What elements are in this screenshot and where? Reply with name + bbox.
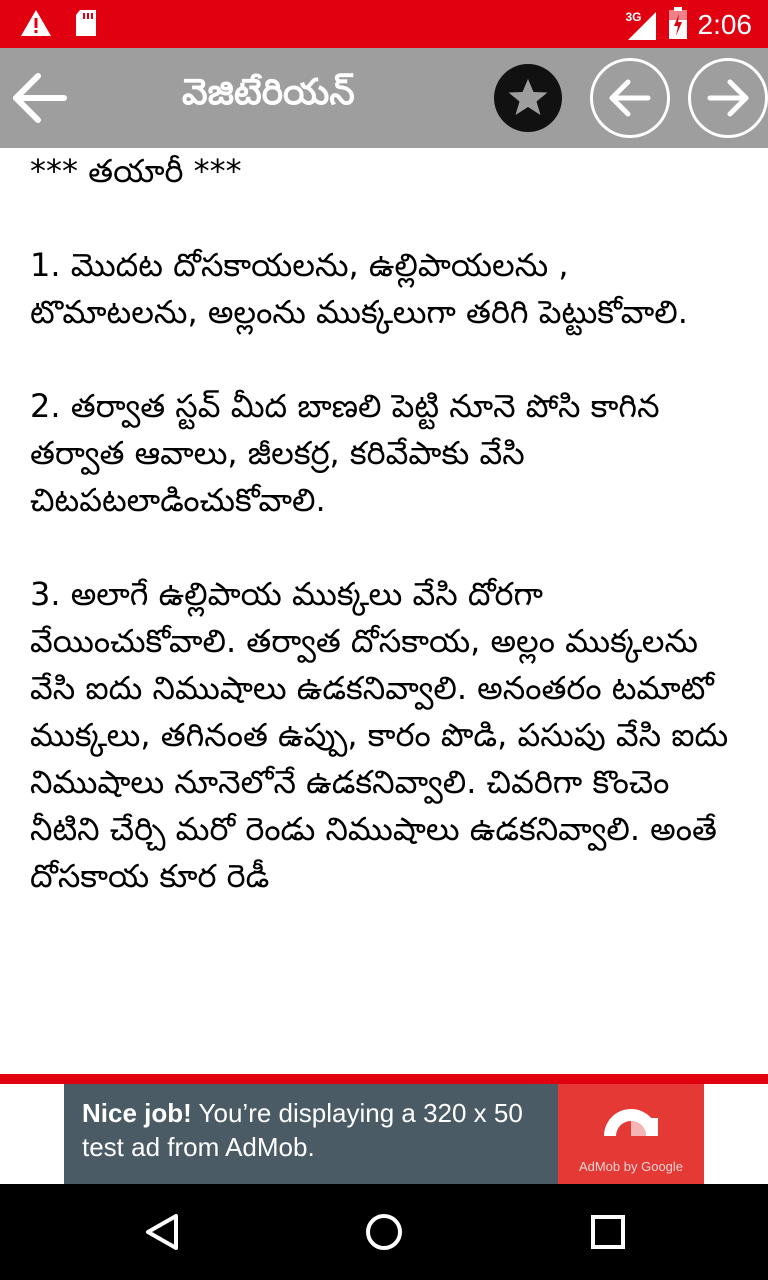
arrow-left-icon [10, 70, 70, 126]
back-button[interactable] [10, 70, 70, 126]
ad-text-bold: Nice job! [82, 1098, 192, 1128]
warning-icon [20, 8, 52, 42]
favorite-button[interactable] [494, 64, 562, 132]
arrow-right-circle-icon [706, 78, 750, 118]
step-1: 1. మొదట దోసకాయలను, ఉల్లిపాయలను , టొమాటలను, అల్లంను ముక్కలుగా తరిగి పెట్టుకోవాలి. [30, 246, 688, 331]
home-circle-icon [364, 1212, 404, 1252]
admob-logo [558, 1084, 704, 1184]
recipe-content[interactable] [30, 148, 742, 1068]
step-2: 2. తర్వాత స్టవ్ మీద బాణలి పెట్టి నూనె పోసి కాగిన తర్వాత ఆవాలు, జీలకర్ర, కరివేపాకు వేసి చిటపటలాడించుకోవాలి. [30, 387, 670, 519]
signal-icon [624, 8, 658, 42]
ad-text [82, 1096, 552, 1164]
network-type: 3G [625, 10, 642, 24]
navigation-bar [0, 1184, 768, 1280]
arrow-left-circle-icon [608, 78, 652, 118]
next-button[interactable] [688, 58, 768, 138]
nav-back-button[interactable] [142, 1212, 182, 1252]
clock: 2:06 [697, 9, 752, 40]
previous-button[interactable] [590, 58, 670, 138]
star-icon [506, 76, 550, 120]
sd-card-icon [74, 8, 98, 42]
app-bar [0, 48, 768, 148]
section-heading: *** తయారీ *** [30, 152, 242, 190]
page-title: వెజిటేరియన్ [182, 72, 355, 113]
admob-icon [558, 1084, 704, 1154]
back-triangle-icon [142, 1212, 182, 1252]
ad-banner[interactable] [64, 1084, 704, 1184]
step-3: 3. అలాగే ఉల్లిపాయ ముక్కలు వేసి దోరగా వేయించుకోవాలి. తర్వాత దోసకాయ, అల్లం ముక్కలను వేసి ఐదు నిముషాలు ఉడకనివ్వాలి. అనంతరం టమాటో ముక్కలు, తగినంత ఉప్పు, కారం పొడి, పసుపు వేసి ఐదు నిముషాలు నూనెలోనే ఉడకనివ్వాలి. చివరిగా కొంచెం నీటిని చేర్చి మరో రెండు నిముషాలు ఉడకనివ్వాలి. అంతే దోసకాయ కూర రెడీ [30, 575, 739, 895]
admob-logo-text: AdMob by Google [578, 1159, 684, 1174]
nav-recents-button[interactable] [588, 1212, 628, 1252]
ad-text-body: You’re displaying a 320 x 50 test ad from AdMob. [82, 1098, 523, 1162]
recents-square-icon [588, 1212, 628, 1252]
battery-icon [668, 6, 688, 44]
status-bar [0, 0, 768, 48]
ad-divider [0, 1074, 768, 1084]
nav-home-button[interactable] [364, 1212, 404, 1252]
